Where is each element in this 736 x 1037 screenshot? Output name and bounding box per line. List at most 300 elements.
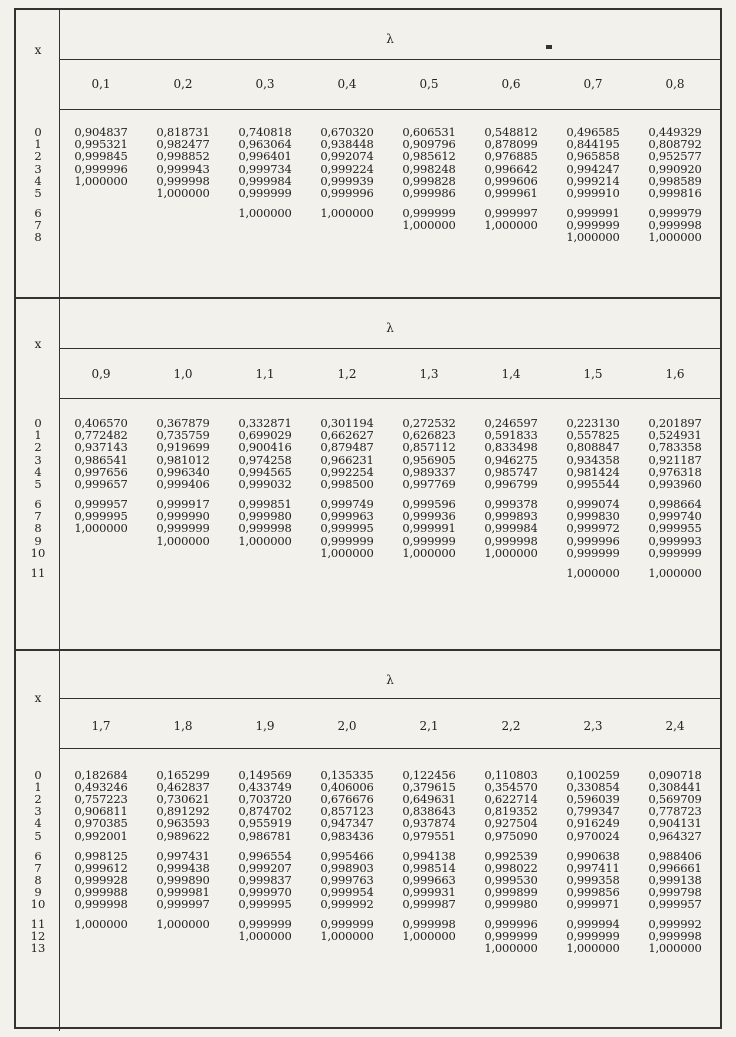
table-cell: 0,999999 <box>238 916 292 931</box>
table-cell: 0,557825 <box>566 428 620 443</box>
table-cell: 0,998664 <box>648 497 702 511</box>
table-cell: 0,999996 <box>320 186 374 200</box>
table-cell: 0,354570 <box>484 780 538 795</box>
table-cell: 0,223130 <box>566 416 620 430</box>
table-cell: 0,999999 <box>566 545 620 560</box>
table-cell: 0,974258 <box>238 452 292 467</box>
table-cell: 0,999074 <box>566 497 620 511</box>
table-cell: 1,000000 <box>320 206 374 220</box>
table-cell: 0,999970 <box>238 884 292 899</box>
table-cell: 0,999734 <box>238 161 292 176</box>
table-cell: 0,965858 <box>566 149 620 164</box>
table-cell: 0,996401 <box>238 149 292 164</box>
table-cell: 0,993960 <box>648 477 702 491</box>
table-cell: 0,992074 <box>320 149 374 164</box>
table-cell: 0,999991 <box>566 206 620 220</box>
table-cell: 0,772482 <box>74 428 128 443</box>
table-cell: 0,999931 <box>402 884 456 899</box>
table-cell: 0,986541 <box>74 452 128 467</box>
table-cell: 0,997411 <box>566 860 620 875</box>
x-value: 0 <box>34 768 42 782</box>
table-cell: 0,996642 <box>484 161 538 176</box>
table-cell: 0,999936 <box>402 509 456 524</box>
table-cell: 0,493246 <box>74 780 128 795</box>
lambda-values-row <box>60 699 720 749</box>
table-cell: 0,999214 <box>566 173 620 188</box>
table-cell: 0,904131 <box>648 816 702 831</box>
lambda-value: 1,6 <box>665 367 685 381</box>
table-cell: 0,999606 <box>484 173 538 188</box>
table-cell: 0,699029 <box>238 428 292 443</box>
table-cell: 0,994138 <box>402 848 456 863</box>
x-value: 5 <box>34 186 42 200</box>
table-cell: 0,997656 <box>74 464 128 479</box>
x-value: 5 <box>34 828 42 843</box>
lambda-header: λ <box>386 32 394 46</box>
lambda-value: 1,4 <box>501 367 521 381</box>
lambda-value: 0,5 <box>419 77 439 91</box>
table-cell: 0,703720 <box>238 792 292 807</box>
x-value: 4 <box>34 173 42 188</box>
table-cell: 0,952577 <box>648 149 702 164</box>
table-cell: 0,963064 <box>238 137 292 152</box>
table-cell: 0,999963 <box>320 509 374 524</box>
table-cell: 0,999999 <box>402 206 456 220</box>
table-cell: 0,857112 <box>402 440 456 455</box>
table-cell: 1,000000 <box>484 545 538 560</box>
table-cell: 0,995321 <box>74 137 128 152</box>
table-cell: 1,000000 <box>648 230 702 245</box>
x-value: 1 <box>34 428 42 443</box>
table-cell: 0,994247 <box>566 161 620 176</box>
table-cell: 0,999995 <box>320 521 374 536</box>
table-cell: 0,999207 <box>238 860 292 875</box>
table-cell: 0,808792 <box>648 137 702 152</box>
table-cell: 0,999998 <box>648 218 702 233</box>
table-cell: 0,997431 <box>156 848 210 863</box>
x-value: 10 <box>30 545 46 560</box>
table-cell: 0,999984 <box>484 521 538 536</box>
table-cell: 0,999984 <box>238 173 292 188</box>
x-header: x <box>34 337 42 351</box>
lambda-value: 0,1 <box>91 77 111 91</box>
table-cell: 0,301194 <box>320 416 374 430</box>
table-cell: 0,999992 <box>648 916 702 931</box>
table-cell: 0,997769 <box>402 477 456 491</box>
table-cell: 0,844195 <box>566 137 620 152</box>
table-cell: 0,999032 <box>238 477 292 491</box>
x-value: 7 <box>34 218 42 233</box>
table-cell: 0,992001 <box>74 828 128 843</box>
table-cell: 0,757223 <box>74 792 128 807</box>
table-cell: 0,976318 <box>648 464 702 479</box>
table-cell: 0,524931 <box>648 428 702 443</box>
table-cell: 0,246597 <box>484 416 538 430</box>
table-cell: 1,000000 <box>402 218 456 233</box>
lambda-value: 1,0 <box>173 367 193 381</box>
table-cell: 0,976885 <box>484 149 538 164</box>
table-cell: 0,999999 <box>156 521 210 536</box>
table-cell: 1,000000 <box>484 941 538 956</box>
lambda-value: 0,3 <box>255 77 275 91</box>
table-cell: 0,946275 <box>484 452 538 467</box>
table-cell: 0,878099 <box>484 137 538 152</box>
table-section-3 <box>16 651 720 1031</box>
x-value: 11 <box>30 565 46 580</box>
table-cell: 0,100259 <box>566 768 620 782</box>
table-cell: 0,988406 <box>648 848 702 863</box>
table-cell: 0,999999 <box>648 545 702 560</box>
table-cell: 0,989622 <box>156 828 210 843</box>
table-cell: 1,000000 <box>74 173 128 188</box>
table-cell: 0,110803 <box>484 768 538 782</box>
table-cell: 0,891292 <box>156 804 210 819</box>
table-cell: 0,999798 <box>648 884 702 899</box>
table-cell: 0,996799 <box>484 477 538 491</box>
table-cell: 0,330854 <box>566 780 620 795</box>
lambda-value: 1,8 <box>173 719 193 733</box>
table-cell: 0,548812 <box>484 125 538 139</box>
table-cell: 1,000000 <box>566 941 620 956</box>
table-cell: 0,999993 <box>648 533 702 548</box>
table-cell: 0,995466 <box>320 848 374 863</box>
table-cell: 0,999138 <box>648 872 702 887</box>
x-value: 2 <box>34 792 42 807</box>
table-cell: 0,999992 <box>320 896 374 911</box>
table-cell: 0,606531 <box>402 125 456 139</box>
table-cell: 0,999957 <box>74 497 128 511</box>
table-cell: 0,900416 <box>238 440 292 455</box>
table-cell: 1,000000 <box>156 533 210 548</box>
lambda-value: 1,9 <box>255 719 275 733</box>
lambda-value: 1,3 <box>419 367 439 381</box>
table-cell: 0,999996 <box>566 533 620 548</box>
x-header: x <box>34 43 42 57</box>
table-cell: 0,122456 <box>402 768 456 782</box>
lambda-value: 1,1 <box>255 367 275 381</box>
table-cell: 0,999995 <box>238 896 292 911</box>
table-cell: 0,985747 <box>484 464 538 479</box>
table-cell: 0,999998 <box>648 929 702 943</box>
table-cell: 0,994565 <box>238 464 292 479</box>
table-cell: 0,999856 <box>566 884 620 899</box>
x-value: 4 <box>34 464 42 479</box>
table-cell: 1,000000 <box>402 545 456 560</box>
table-cell: 1,000000 <box>238 533 292 548</box>
x-value: 8 <box>34 230 42 245</box>
table-cell: 0,998589 <box>648 173 702 188</box>
table-cell: 0,999996 <box>484 916 538 931</box>
table-cell: 1,000000 <box>648 941 702 956</box>
table-cell: 0,999816 <box>648 186 702 200</box>
lambda-value: 2,2 <box>501 719 521 733</box>
table-cell: 0,999996 <box>74 161 128 176</box>
table-cell: 0,999851 <box>238 497 292 511</box>
table-cell: 0,999917 <box>156 497 210 511</box>
print-mark <box>546 45 552 49</box>
table-cell: 0,999358 <box>566 872 620 887</box>
x-value: 9 <box>34 533 42 548</box>
table-cell: 0,999224 <box>320 161 374 176</box>
x-value: 9 <box>34 884 42 899</box>
table-cell: 0,999995 <box>74 509 128 524</box>
x-value: 13 <box>30 941 46 956</box>
table-cell: 0,165299 <box>156 768 210 782</box>
table-cell: 0,995544 <box>566 477 620 491</box>
table-cell: 0,963593 <box>156 816 210 831</box>
table-cell: 0,999999 <box>320 916 374 931</box>
table-cell: 0,735759 <box>156 428 210 443</box>
x-value: 4 <box>34 816 42 831</box>
table-cell: 0,970024 <box>566 828 620 843</box>
table-cell: 0,622714 <box>484 792 538 807</box>
table-cell: 0,332871 <box>238 416 292 430</box>
table-cell: 0,999999 <box>484 929 538 943</box>
x-value: 2 <box>34 149 42 164</box>
table-cell: 0,406570 <box>74 416 128 430</box>
table-cell: 0,999972 <box>566 521 620 536</box>
table-cell: 0,956905 <box>402 452 456 467</box>
table-cell: 0,999438 <box>156 860 210 875</box>
table-cell: 0,999999 <box>320 533 374 548</box>
table-section-1 <box>16 10 720 299</box>
table-cell: 0,778723 <box>648 804 702 819</box>
table-cell: 0,999986 <box>402 186 456 200</box>
table-cell: 0,135335 <box>320 768 374 782</box>
lambda-value: 0,9 <box>91 367 111 381</box>
table-cell: 1,000000 <box>320 929 374 943</box>
table-cell: 0,998248 <box>402 161 456 176</box>
table-cell: 0,406006 <box>320 780 374 795</box>
table-cell: 0,596039 <box>566 792 620 807</box>
x-value: 3 <box>34 804 42 819</box>
table-cell: 0,979551 <box>402 828 456 843</box>
lambda-header-row <box>60 651 720 699</box>
table-section-2 <box>16 299 720 651</box>
x-value: 5 <box>34 477 42 491</box>
x-value: 12 <box>30 929 46 943</box>
table-cell: 0,992254 <box>320 464 374 479</box>
table-cell: 0,999971 <box>566 896 620 911</box>
x-value: 7 <box>34 860 42 875</box>
table-cell: 0,999893 <box>484 509 538 524</box>
table-cell: 0,999988 <box>74 884 128 899</box>
table-cell: 0,999997 <box>156 896 210 911</box>
table-cell: 0,999763 <box>320 872 374 887</box>
table-cell: 0,999980 <box>484 896 538 911</box>
table-cell: 0,999991 <box>402 521 456 536</box>
table-cell: 0,999955 <box>648 521 702 536</box>
table-cell: 0,857123 <box>320 804 374 819</box>
table-cell: 0,819352 <box>484 804 538 819</box>
table-cell: 0,919699 <box>156 440 210 455</box>
x-value: 2 <box>34 440 42 455</box>
lambda-value: 0,8 <box>665 77 685 91</box>
table-cell: 0,909796 <box>402 137 456 152</box>
table-cell: 0,982477 <box>156 137 210 152</box>
table-cell: 0,999998 <box>156 173 210 188</box>
table-cell: 0,990920 <box>648 161 702 176</box>
lambda-header-row <box>60 299 720 349</box>
table-cell: 0,981012 <box>156 452 210 467</box>
table-cell: 0,999998 <box>238 521 292 536</box>
table-cell: 0,090718 <box>648 768 702 782</box>
table-cell: 0,998514 <box>402 860 456 875</box>
table-cell: 0,996340 <box>156 464 210 479</box>
table-cell: 0,999980 <box>238 509 292 524</box>
table-cell: 0,591833 <box>484 428 538 443</box>
table-cell: 0,999994 <box>566 916 620 931</box>
table-cell: 0,999997 <box>484 206 538 220</box>
table-cell: 0,996661 <box>648 860 702 875</box>
table-cell: 0,986781 <box>238 828 292 843</box>
table-cell: 1,000000 <box>566 230 620 245</box>
table-cell: 1,000000 <box>320 545 374 560</box>
lambda-value: 0,2 <box>173 77 193 91</box>
table-cell: 0,904837 <box>74 125 128 139</box>
table-cell: 0,999596 <box>402 497 456 511</box>
x-value: 8 <box>34 872 42 887</box>
x-value: 0 <box>34 416 42 430</box>
table-cell: 0,999890 <box>156 872 210 887</box>
table-cell: 0,626823 <box>402 428 456 443</box>
lambda-values-row <box>60 349 720 399</box>
table-cell: 0,999998 <box>74 896 128 911</box>
lambda-value: 1,2 <box>337 367 357 381</box>
table-cell: 0,938448 <box>320 137 374 152</box>
table-cell: 0,730621 <box>156 792 210 807</box>
table-cell: 0,999999 <box>238 186 292 200</box>
table-cell: 0,999979 <box>648 206 702 220</box>
lambda-value: 0,7 <box>583 77 603 91</box>
table-cell: 0,996554 <box>238 848 292 863</box>
table-cell: 0,999749 <box>320 497 374 511</box>
table-cell: 0,838643 <box>402 804 456 819</box>
table-cell: 0,999663 <box>402 872 456 887</box>
table-cell: 0,999998 <box>402 916 456 931</box>
table-cell: 0,927504 <box>484 816 538 831</box>
lambda-value: 1,5 <box>583 367 603 381</box>
table-cell: 0,462837 <box>156 780 210 795</box>
lambda-header-row <box>60 10 720 60</box>
x-value: 3 <box>34 161 42 176</box>
table-cell: 0,662627 <box>320 428 374 443</box>
table-cell: 0,989337 <box>402 464 456 479</box>
table-cell: 0,182684 <box>74 768 128 782</box>
table-cell: 0,999845 <box>74 149 128 164</box>
table-cell: 0,999999 <box>566 929 620 943</box>
x-header: x <box>34 691 42 705</box>
lambda-value: 2,4 <box>665 719 685 733</box>
table-cell: 0,999981 <box>156 884 210 899</box>
table-cell: 1,000000 <box>74 521 128 536</box>
x-value: 1 <box>34 780 42 795</box>
table-cell: 0,966231 <box>320 452 374 467</box>
table-cell: 1,000000 <box>238 929 292 943</box>
lambda-header: λ <box>386 321 394 335</box>
table-cell: 0,981424 <box>566 464 620 479</box>
table-cell: 0,496585 <box>566 125 620 139</box>
table-cell: 0,818731 <box>156 125 210 139</box>
table-cell: 0,999999 <box>402 533 456 548</box>
x-value: 8 <box>34 521 42 536</box>
table-cell: 0,379615 <box>402 780 456 795</box>
table-cell: 0,740818 <box>238 125 292 139</box>
table-cell: 0,999928 <box>74 872 128 887</box>
table-cell: 1,000000 <box>402 929 456 943</box>
table-cell: 0,649631 <box>402 792 456 807</box>
table-cell: 0,833498 <box>484 440 538 455</box>
table-cell: 0,999406 <box>156 477 210 491</box>
x-value: 6 <box>34 497 42 511</box>
table-cell: 0,999828 <box>402 173 456 188</box>
table-cell: 0,999530 <box>484 872 538 887</box>
table-cell: 0,879487 <box>320 440 374 455</box>
table-cell: 0,998500 <box>320 477 374 491</box>
table-cell: 0,999939 <box>320 173 374 188</box>
table-cell: 0,947347 <box>320 816 374 831</box>
x-value: 11 <box>30 916 46 931</box>
table-cell: 0,799347 <box>566 804 620 819</box>
x-value: 3 <box>34 452 42 467</box>
table-cell: 0,433749 <box>238 780 292 795</box>
table-cell: 0,999830 <box>566 509 620 524</box>
lambda-value: 2,3 <box>583 719 603 733</box>
table-cell: 0,308441 <box>648 780 702 795</box>
table-cell: 0,670320 <box>320 125 374 139</box>
table-cell: 1,000000 <box>238 206 292 220</box>
table-cell: 0,937874 <box>402 816 456 831</box>
table-cell: 0,999943 <box>156 161 210 176</box>
table-cell: 0,990638 <box>566 848 620 863</box>
table-cell: 0,999910 <box>566 186 620 200</box>
table-cell: 1,000000 <box>566 565 620 580</box>
x-value: 1 <box>34 137 42 152</box>
table-cell: 0,998903 <box>320 860 374 875</box>
table-cell: 0,999612 <box>74 860 128 875</box>
lambda-value: 2,1 <box>419 719 439 733</box>
table-cell: 1,000000 <box>74 916 128 931</box>
x-value: 7 <box>34 509 42 524</box>
table-cell: 0,998852 <box>156 149 210 164</box>
table-cell: 0,999987 <box>402 896 456 911</box>
table-cell: 0,985612 <box>402 149 456 164</box>
table-cell: 0,783358 <box>648 440 702 455</box>
table-cell: 0,937143 <box>74 440 128 455</box>
lambda-values-row <box>60 60 720 110</box>
table-cell: 0,449329 <box>648 125 702 139</box>
table-cell: 0,874702 <box>238 804 292 819</box>
table-cell: 0,999837 <box>238 872 292 887</box>
lambda-value: 2,0 <box>337 719 357 733</box>
table-cell: 0,999961 <box>484 186 538 200</box>
table-cell: 0,272532 <box>402 416 456 430</box>
lambda-value: 0,6 <box>501 77 521 91</box>
lambda-value: 0,4 <box>337 77 357 91</box>
table-cell: 0,992539 <box>484 848 538 863</box>
table-cell: 0,999899 <box>484 884 538 899</box>
table-cell: 0,569709 <box>648 792 702 807</box>
table-cell: 0,975090 <box>484 828 538 843</box>
x-value: 10 <box>30 896 46 911</box>
lambda-value: 1,7 <box>91 719 111 733</box>
table-cell: 0,983436 <box>320 828 374 843</box>
table-cell: 0,955919 <box>238 816 292 831</box>
table-cell: 0,999999 <box>566 218 620 233</box>
table-cell: 0,999957 <box>648 896 702 911</box>
poisson-table <box>14 8 722 1029</box>
table-cell: 0,970385 <box>74 816 128 831</box>
